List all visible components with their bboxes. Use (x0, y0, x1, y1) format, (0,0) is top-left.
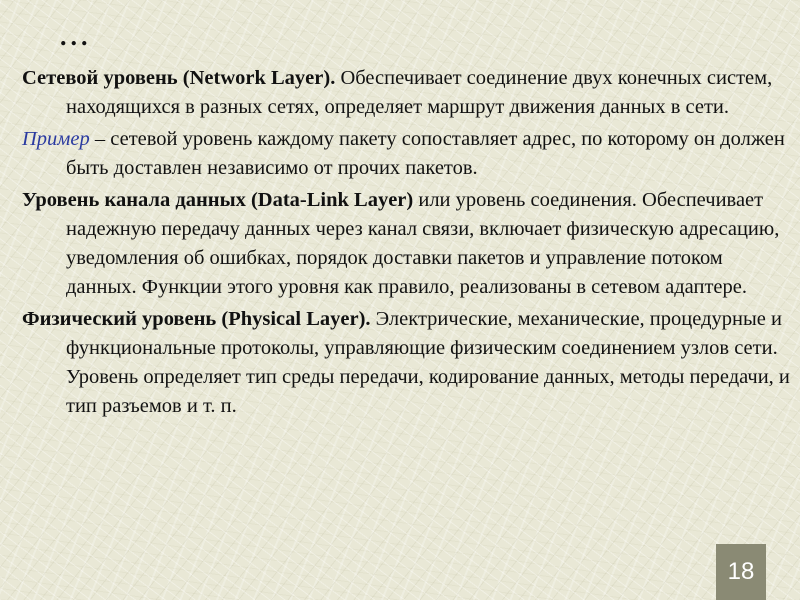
paragraph-network-layer (22, 64, 792, 122)
example-label: Пример (22, 128, 90, 150)
paragraph-data-link-layer (22, 186, 792, 302)
slide-title: ... (60, 22, 92, 51)
data-link-layer-text: или уровень соединения. Обеспечивает надежную передачу данных через канал связи, включает физическую адресацию, уведомления об ошибках, порядок доставки пакетов и управление потоком данных. Функции этого уровня как правило, реализованы в сетевом адаптере. (66, 189, 780, 298)
network-layer-text: Обеспечивает соединение двух конечных систем, находящихся в разных сетях, определяет маршрут движения данных в сети. (66, 67, 773, 118)
network-layer-heading: Сетевой уровень (Network Layer). (22, 67, 336, 89)
physical-layer-heading: Физический уровень (Physical Layer). (22, 308, 371, 330)
physical-layer-text: Электрические, механические, процедурные и функциональные протоколы, управляющие физическим соединением узлов сети. Уровень определяет тип среды передачи, кодирование данных, методы передачи, и тип разъемов и т. п. (66, 308, 790, 417)
data-link-layer-heading: Уровень канала данных (Data-Link Layer) (22, 189, 414, 211)
slide-content (22, 64, 792, 424)
example-text: – сетевой уровень каждому пакету сопоставляет адрес, по которому он должен быть доставлен независимо от прочих пакетов. (66, 128, 785, 179)
paragraph-example (22, 125, 792, 183)
page-number-badge: 18 (716, 544, 766, 600)
paragraph-physical-layer (22, 305, 792, 421)
